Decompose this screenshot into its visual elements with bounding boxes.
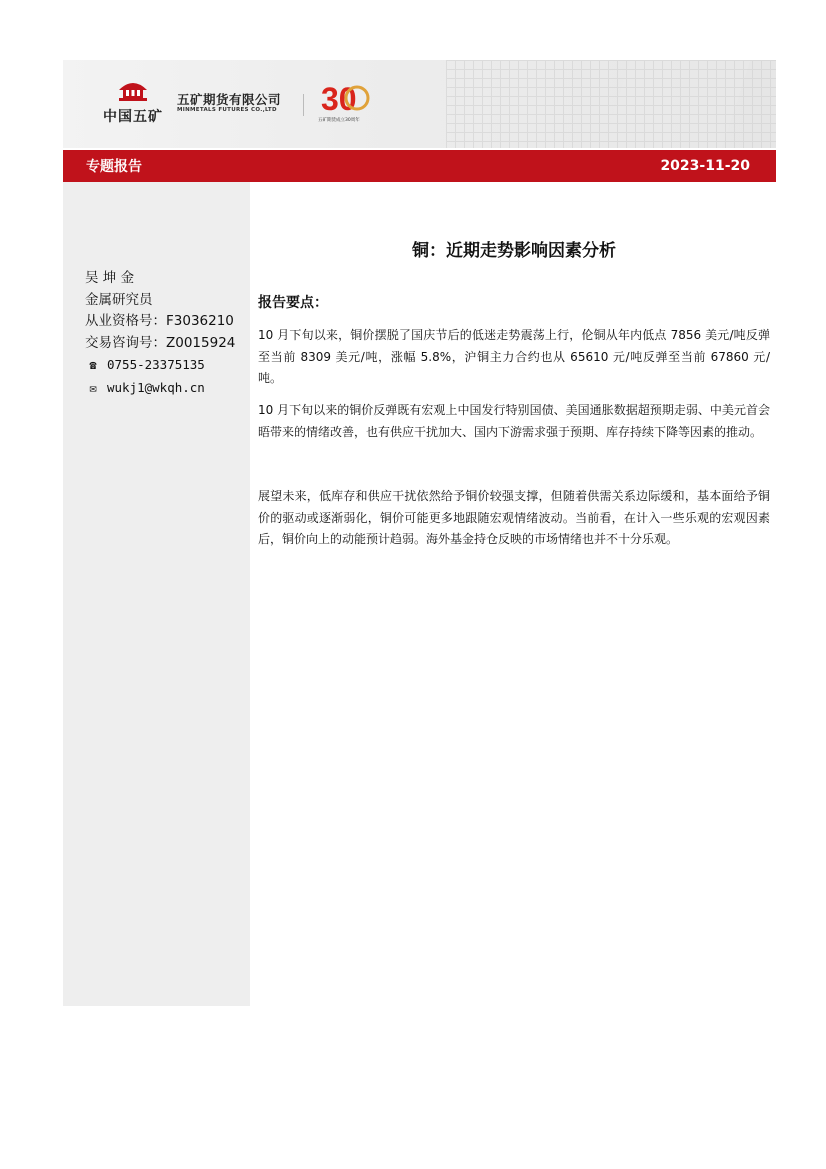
logo-text: 中国五矿 <box>103 109 163 125</box>
author-role: 金属研究员 <box>85 291 153 308</box>
report-title: 铜：近期走势影响因素分析 <box>412 241 616 261</box>
paragraph-2: 10 月下旬以来的铜价反弹既有宏观上中国发行特别国债、美国通胀数据超预期走弱、中美元首会晤带来的情绪改善，也有供应干扰加大、国内下游需求强于预期、库存持续下降等因素的推动。 <box>258 403 770 439</box>
mail-icon: ✉ <box>89 380 97 395</box>
company-name-cn: 五矿期货有限公司 <box>177 92 282 107</box>
anniversary-caption: 五矿期货成立30周年 <box>318 118 360 123</box>
author-info <box>85 268 235 400</box>
header-divider <box>303 94 304 116</box>
report-type-label: 专题报告 <box>86 159 142 175</box>
author-sidebar <box>63 182 250 1006</box>
email-address[interactable]: wukj1@wkqh.cn <box>107 379 205 395</box>
qualification-number: 从业资格号：F3036210 <box>85 313 234 330</box>
header-banner <box>63 60 776 148</box>
minmetals-emblem-icon <box>113 76 153 104</box>
company-name-en: MINMETALS FUTURES CO.,LTD <box>177 107 277 113</box>
anniversary-30-logo <box>319 76 371 118</box>
anniversary-number: 30 <box>321 81 357 117</box>
consulting-number: 交易咨询号：Z0015924 <box>85 334 236 351</box>
phone-icon: ☎ <box>89 358 97 373</box>
author-name: 吴 坤 金 <box>85 270 135 286</box>
header-grid-decoration <box>446 60 776 148</box>
phone-number: 0755-23375135 <box>107 357 205 373</box>
report-type-bar <box>63 150 776 182</box>
phone-row <box>85 354 235 377</box>
paragraph-3: 展望未来，低库存和供应干扰依然给予铜价较强支撑，但随着供需关系边际缓和，基本面给予铜价的驱动或逐渐弱化，铜价可能更多地跟随宏观情绪波动。当前看，在计入一些乐观的宏观因素后，铜价向上的动能预计趋弱。海外基金持仓反映的市场情绪也并不十分乐观。 <box>258 489 770 547</box>
paragraph-1: 10 月下旬以来，铜价摆脱了国庆节后的低迷走势震荡上行，伦铜从年内低点 7856 美元/吨反弹至当前 8309 美元/吨，涨幅 5.8%，沪铜主力合约也从 65610 元/吨反弹至当前 67860 元/吨。 <box>258 328 770 386</box>
report-date: 2023-11-20 <box>660 158 750 174</box>
section-heading: 报告要点： <box>258 295 328 311</box>
email-row <box>85 377 235 400</box>
